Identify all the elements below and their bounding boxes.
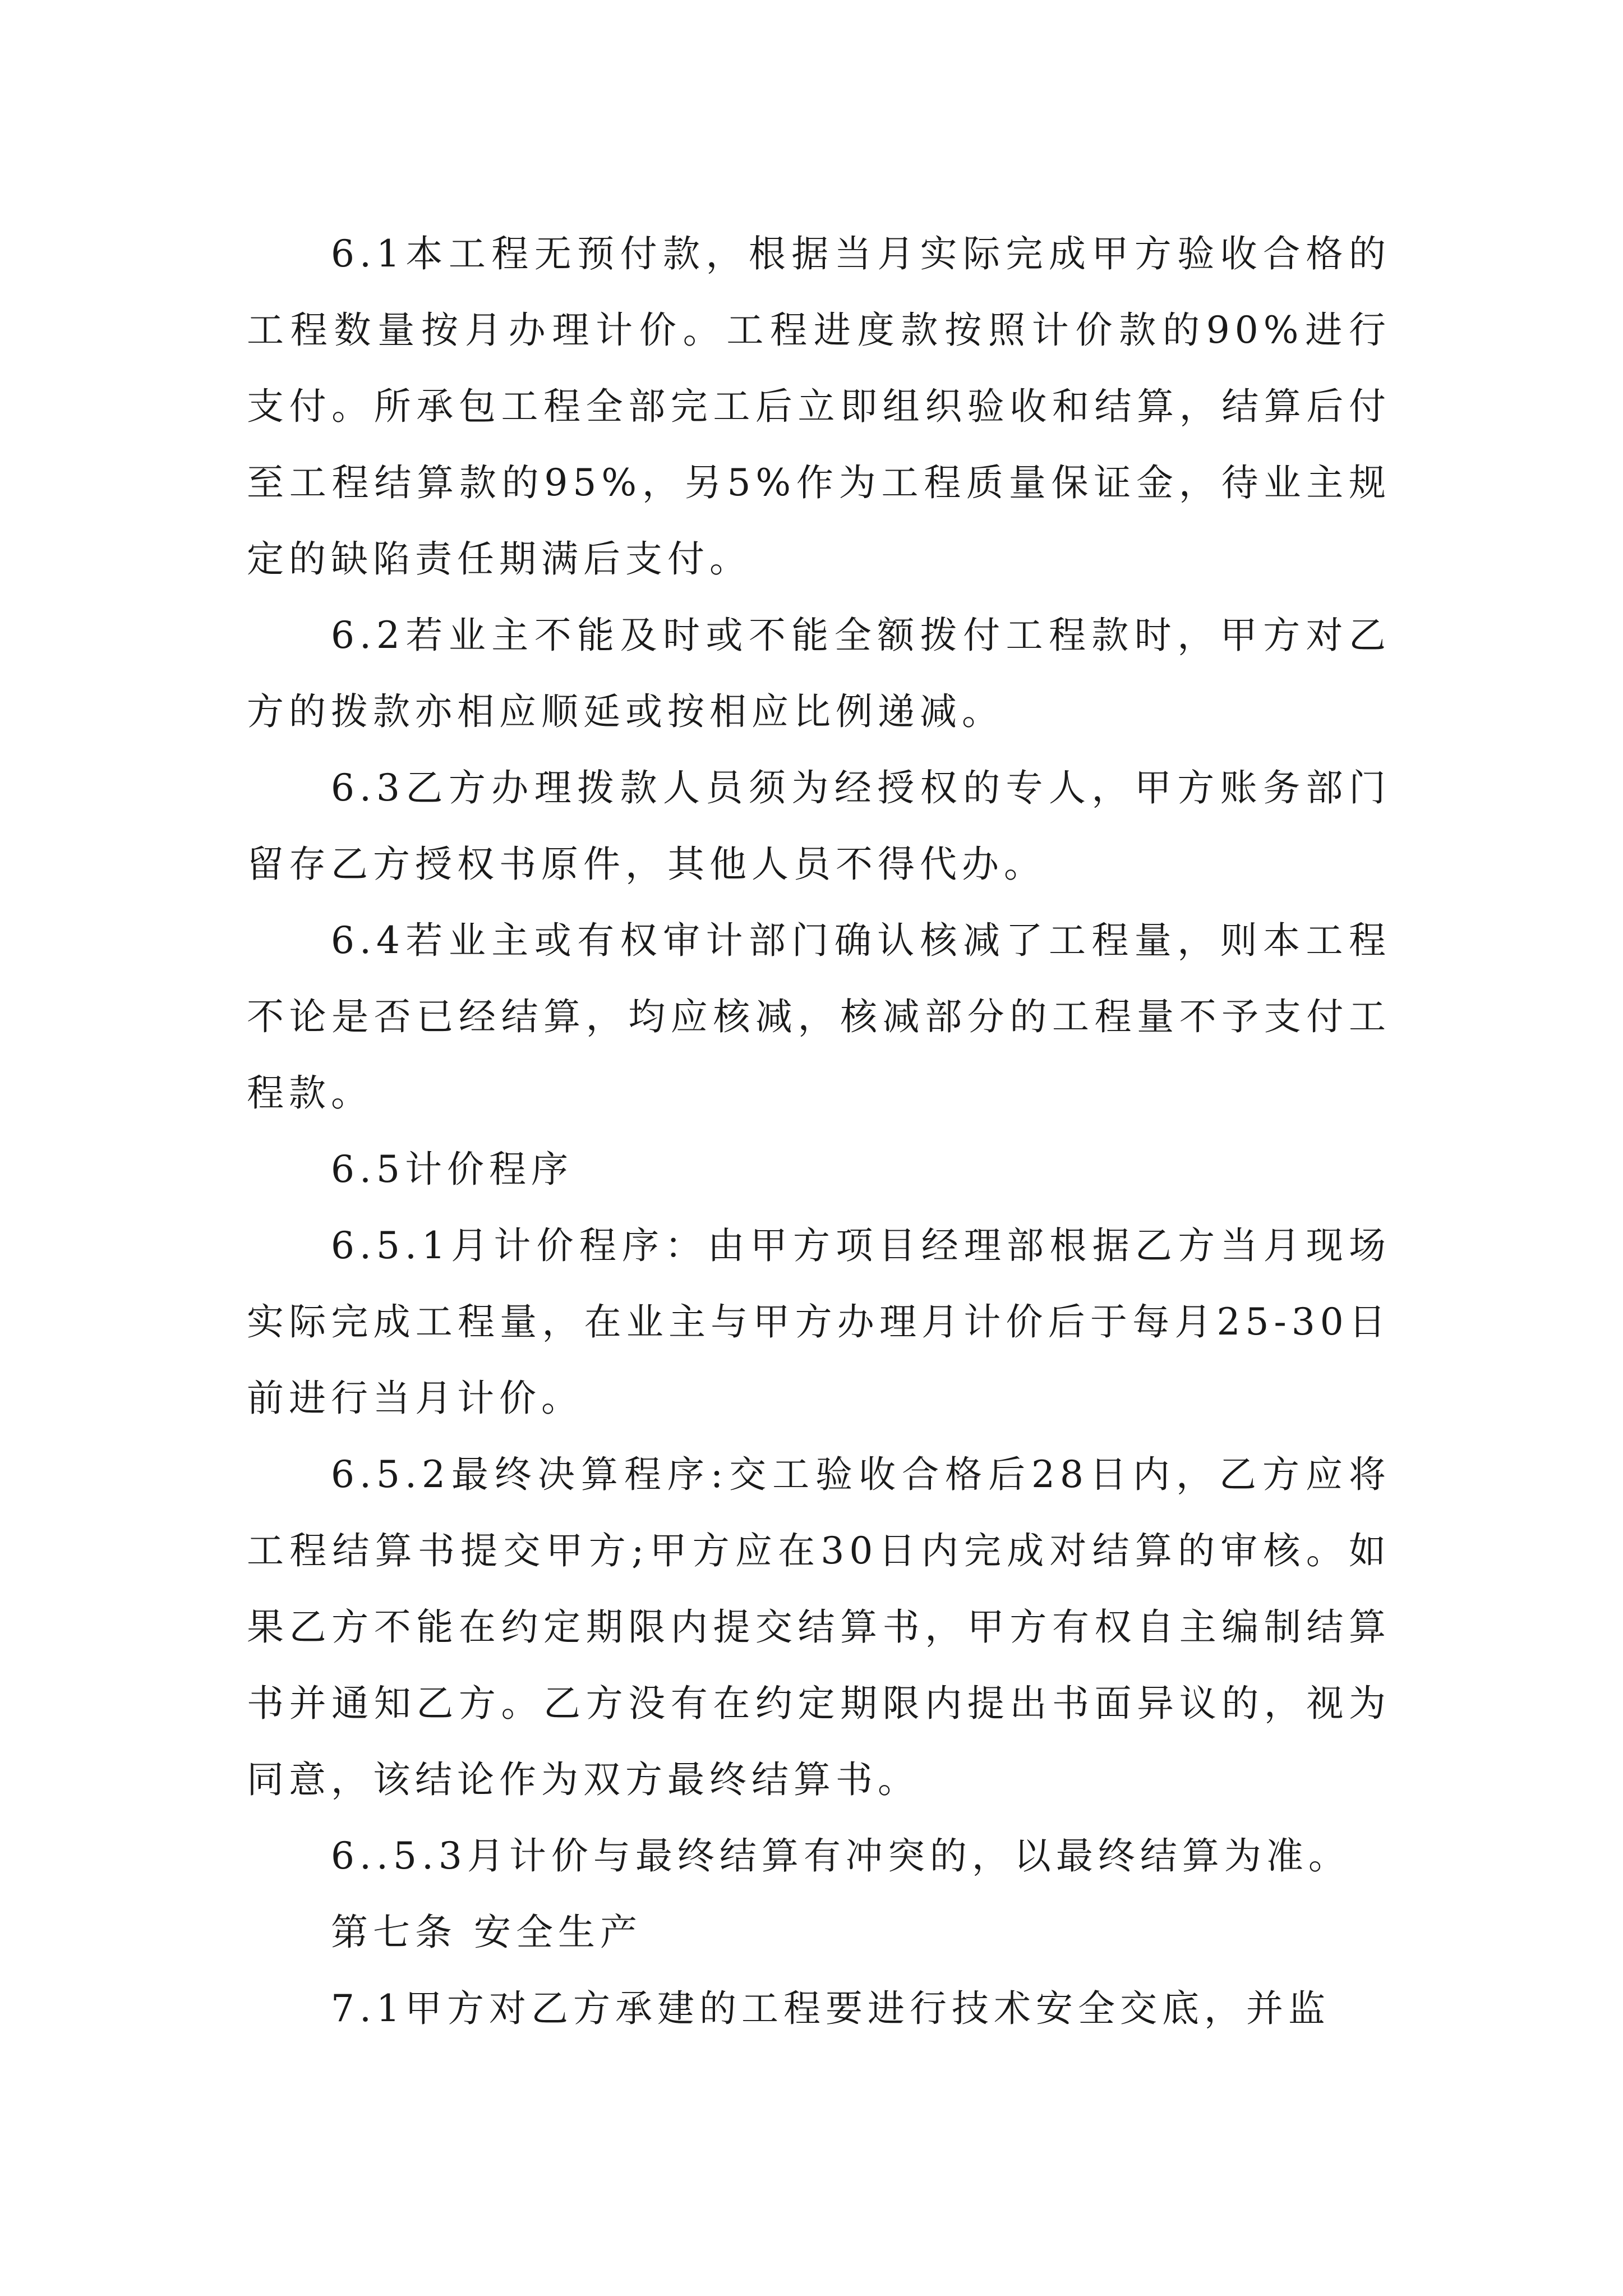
- paragraph-6-4: 6.4若业主或有权审计部门确认核减了工程量，则本工程不论是否已经结算，均应核减，核减部分的工程量不予支付工程款。: [247, 919, 1391, 1115]
- paragraph-7-1: 7.1甲方对乙方承建的工程要进行技术安全交底，并监: [331, 1987, 1330, 2030]
- paragraph-6-5-2: 6.5.2最终决算程序:交工验收合格后28日内，乙方应将工程结算书提交甲方;甲方应在30日内完成对结算的审核。如果乙方不能在约定期限内提交结算书，甲方有权自主编制结算书并通知乙方。乙方没有在约定期限内提出书面异议的，视为同意，该结论作为双方最终结算书。: [247, 1453, 1391, 1801]
- paragraph-6-5: 6.5计价程序: [331, 1148, 573, 1191]
- document-body: [247, 216, 1391, 2047]
- section-heading-article-7: 第七条 安全生产: [331, 1911, 642, 1954]
- paragraph-6-2: 6.2若业主不能及时或不能全额拨付工程款时，甲方对乙方的拨款亦相应顺延或按相应比例递减。: [247, 614, 1391, 733]
- paragraph-6-3: 6.3乙方办理拨款人员须为经授权的专人，甲方账务部门留存乙方授权书原件，其他人员不得代办。: [247, 766, 1391, 886]
- paragraph-6-1: 6.1本工程无预付款，根据当月实际完成甲方验收合格的工程数量按月办理计价。工程进度款按照计价款的90%进行支付。所承包工程全部完工后立即组织验收和结算，结算后付至工程结算款的95%，另5%作为工程质量保证金，待业主规定的缺陷责任期满后支付。: [247, 232, 1391, 581]
- paragraph-6-5-1: 6.5.1月计价程序：由甲方项目经理部根据乙方当月现场实际完成工程量，在业主与甲方办理月计价后于每月25-30日前进行当月计价。: [247, 1224, 1391, 1420]
- paragraph-6-5-3: 6..5.3月计价与最终结算有冲突的，以最终结算为准。: [331, 1834, 1350, 1878]
